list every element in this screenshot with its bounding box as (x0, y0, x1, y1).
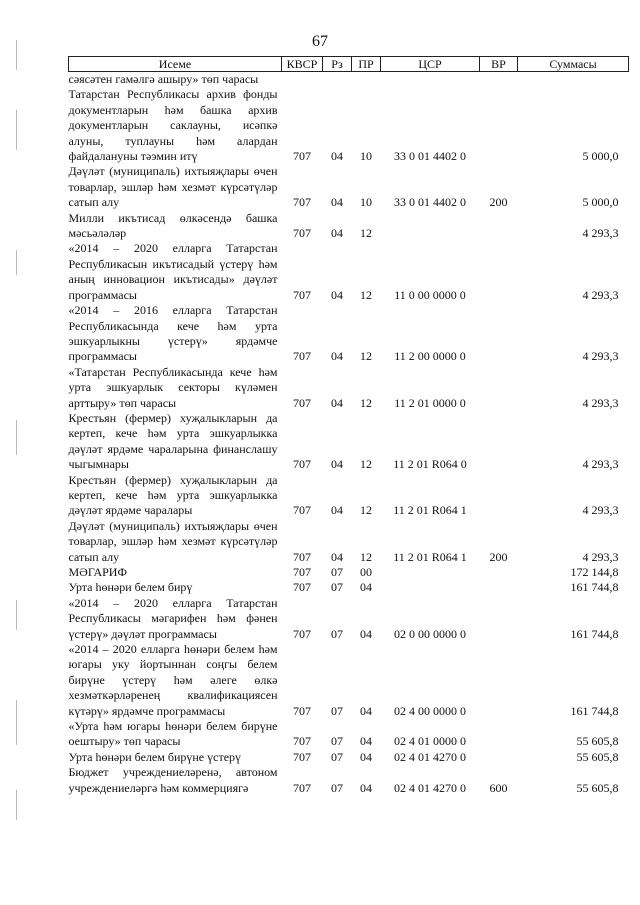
cell-vr: 200 (489, 195, 508, 210)
cell-kvsr: 707 (293, 580, 311, 595)
cell-pr: 10 (360, 149, 372, 164)
cell-name: Бюджет учреждениеләренә, автоном учреждениеләргә һәм коммерциягә (68, 765, 278, 795)
cell-name: Урта һөнәри белем бирүне үстерү (68, 749, 242, 764)
table-row (69, 765, 629, 796)
table-row (69, 473, 629, 519)
cell-sum: 4 293,3 (582, 503, 619, 518)
cell-vr (480, 750, 518, 765)
cell-rz: 04 (331, 457, 343, 472)
cell-vr: 600 (489, 780, 508, 795)
cell-vr (480, 365, 518, 411)
cell-sum: 55 605,8 (576, 749, 619, 764)
cell-csr: 11 2 01 0000 0 (394, 395, 466, 410)
cell-rz: 04 (331, 149, 343, 164)
cell-rz: 07 (331, 565, 343, 579)
cell-name: «2014 – 2020 елларга Татарстан Республикасы мәгарифен һәм фәнен үстерү» дәүләт программасы (68, 595, 278, 641)
cell-name: «2014 – 2016 елларга Татарстан Республикасында кече һәм урта эшкуарлыкны үстерү» ярдәмче программасы (68, 303, 278, 364)
cell-sum: 5 000,0 (582, 149, 619, 164)
cell-csr (381, 565, 480, 580)
cell-pr: 04 (360, 749, 372, 764)
cell-pr: 12 (360, 549, 372, 564)
cell-pr: 04 (360, 580, 372, 595)
cell-vr (480, 719, 518, 750)
cell-pr: 04 (360, 626, 372, 641)
cell-rz: 04 (331, 349, 343, 364)
cell-sum: 161 744,8 (570, 580, 619, 595)
cell-name: «Татарстан Республикасында кече һәм урта эшкуарлык секторы күләмен арттыру» төп чарасы (68, 364, 278, 410)
cell-name: Крестьян (фермер) хуҗалыкларын да кертеп, кече һәм урта эшкуарлыкка дәүләт ярдәме чараларына финанслашу чыгымнары (68, 410, 278, 472)
cell-kvsr: 707 (293, 565, 311, 579)
cell-sum: 4 293,3 (582, 349, 619, 364)
cell-sum: 4 293,3 (582, 287, 619, 302)
cell-name: Дәүләт (муниципаль) ихтыяҗлары өчен товарлар, эшләр һәм хезмәт күрсәтүләр сатып алу (68, 518, 278, 564)
cell-csr: 33 0 01 4402 0 (394, 149, 466, 164)
cell-csr: 02 4 01 4270 0 (394, 749, 466, 764)
cell-vr (480, 580, 518, 595)
cell-kvsr: 707 (293, 749, 311, 764)
cell-rz: 04 (331, 549, 343, 564)
cell-name: «2014 – 2020 елларга Татарстан Республикасын икътисадый үстерү һәм аның инновацион икътисады» дәүләт программасы (68, 241, 278, 302)
cell-rz: 04 (331, 287, 343, 302)
cell-sum: 172 144,8 (570, 565, 619, 579)
cell-kvsr: 707 (293, 503, 311, 518)
cell-csr: 11 2 01 R064 1 (393, 549, 467, 564)
cell-vr (480, 72, 518, 88)
cell-pr: 00 (360, 565, 372, 579)
cell-vr (480, 411, 518, 473)
cell-rz: 04 (331, 195, 343, 210)
cell-kvsr: 707 (293, 703, 311, 718)
cell-csr: 02 0 00 0000 0 (394, 626, 466, 641)
cell-rz: 04 (331, 226, 343, 241)
cell-kvsr: 707 (293, 349, 311, 364)
cell-rz: 07 (331, 580, 343, 595)
cell-rz: 07 (331, 780, 343, 795)
cell-sum: 4 293,3 (582, 457, 619, 472)
cell-csr (381, 72, 480, 88)
col-header-name: Исеме (69, 57, 282, 72)
cell-csr (381, 580, 480, 595)
cell-kvsr: 707 (293, 226, 311, 241)
table-row (69, 365, 629, 411)
table-row (69, 87, 629, 164)
cell-csr: 02 4 00 0000 0 (394, 703, 466, 718)
cell-vr (480, 596, 518, 642)
cell-kvsr: 707 (293, 734, 311, 749)
cell-csr: 11 2 01 R064 0 (393, 457, 467, 472)
cell-pr: 12 (360, 457, 372, 472)
cell-kvsr (282, 72, 323, 88)
table-row (69, 642, 629, 719)
cell-pr: 04 (360, 734, 372, 749)
cell-name: Урта һөнәри белем бирү (68, 580, 193, 595)
cell-pr: 04 (360, 780, 372, 795)
cell-kvsr: 707 (293, 626, 311, 641)
cell-pr (352, 72, 381, 88)
cell-name: Татарстан Республикасы архив фонды документларын һәм башка архив документларын саклауны, исәпкә алуны, туплауны һәм алардан файдалануны тәэмин итү (68, 87, 278, 164)
col-header-csr: ЦСР (381, 57, 480, 72)
table-row (69, 580, 629, 595)
table-row (69, 72, 629, 88)
cell-rz: 04 (331, 395, 343, 410)
cell-vr (480, 303, 518, 365)
cell-vr (480, 241, 518, 303)
cell-rz: 07 (331, 703, 343, 718)
table-row (69, 596, 629, 642)
table-row (69, 411, 629, 473)
cell-pr: 12 (360, 503, 372, 518)
cell-vr: 200 (489, 549, 508, 564)
cell-vr (480, 642, 518, 719)
table-row (69, 519, 629, 565)
cell-name: «2014 – 2020 елларга һөнәри белем һәм югары уку йортыннан соңгы белем бирүне үстерү һәм әлеге өлкә хезмәткәрләренең квалификациясен күтәрү» ярдәмче программасы (68, 642, 278, 718)
col-header-vr: ВР (480, 57, 518, 72)
cell-csr: 02 4 01 4270 0 (394, 780, 466, 795)
cell-rz: 07 (331, 749, 343, 764)
cell-sum: 4 293,3 (582, 226, 619, 241)
cell-csr: 02 4 01 0000 0 (394, 734, 466, 749)
table-row (69, 719, 629, 750)
cell-csr: 33 0 01 4402 0 (394, 195, 466, 210)
col-header-pr: ПР (352, 57, 381, 72)
cell-pr: 12 (360, 349, 372, 364)
cell-kvsr: 707 (293, 395, 311, 410)
table-row (69, 241, 629, 303)
col-header-sum: Суммасы (518, 57, 629, 72)
cell-sum: 161 744,8 (570, 703, 619, 718)
cell-pr: 12 (360, 287, 372, 302)
cell-sum: 4 293,3 (582, 395, 619, 410)
cell-kvsr: 707 (293, 549, 311, 564)
cell-kvsr: 707 (293, 287, 311, 302)
table-header-row (69, 57, 629, 72)
cell-pr: 12 (360, 395, 372, 410)
table-row (69, 565, 629, 580)
cell-sum: 55 605,8 (576, 734, 619, 749)
cell-csr: 11 0 00 0000 0 (394, 287, 466, 302)
cell-name: Дәүләт (муниципаль) ихтыяҗлары өчен товарлар, эшләр һәм хезмәт күрсәтүләр сатып алу (68, 164, 278, 210)
cell-pr: 10 (360, 195, 372, 210)
cell-vr (480, 473, 518, 519)
cell-pr: 12 (360, 226, 372, 241)
cell-name: МӘГАРИФ (68, 565, 127, 579)
table-row (69, 303, 629, 365)
cell-sum: 4 293,3 (582, 549, 619, 564)
cell-rz: 04 (331, 503, 343, 518)
cell-csr: 11 2 01 R064 1 (393, 503, 467, 518)
budget-table (68, 56, 629, 796)
cell-pr: 04 (360, 703, 372, 718)
table-row (69, 164, 629, 210)
cell-sum: 5 000,0 (582, 195, 619, 210)
cell-sum: 55 605,8 (576, 780, 619, 795)
cell-rz: 07 (331, 626, 343, 641)
cell-sum: 161 744,8 (570, 626, 619, 641)
cell-kvsr: 707 (293, 457, 311, 472)
cell-rz (323, 72, 352, 88)
cell-name: Крестьян (фермер) хуҗалыкларын да кертеп, кече һәм урта эшкуарлыкка дәүләт ярдәме чаралары (68, 472, 278, 518)
cell-kvsr: 707 (293, 780, 311, 795)
cell-kvsr: 707 (293, 149, 311, 164)
left-margin-marks (16, 0, 17, 905)
table-row (69, 750, 629, 765)
cell-name: «Урта һәм югары һөнәри белем бирүне оештыру» төп чарасы (68, 719, 278, 749)
cell-name: Милли икътисад өлкәсендә башка мәсьәләләр (68, 210, 278, 241)
cell-vr (480, 211, 518, 242)
cell-csr: 11 2 00 0000 0 (394, 349, 466, 364)
col-header-kvsr: КВСР (282, 57, 323, 72)
cell-kvsr: 707 (293, 195, 311, 210)
cell-csr (381, 211, 480, 242)
cell-sum (518, 72, 629, 88)
cell-rz: 07 (331, 734, 343, 749)
col-header-rz: Рз (323, 57, 352, 72)
cell-vr (480, 565, 518, 580)
cell-vr (480, 87, 518, 164)
cell-name: сәясәтен гамәлгә ашыру» төп чарасы (68, 72, 259, 86)
page-number: 67 (312, 33, 328, 50)
table-row (69, 211, 629, 242)
